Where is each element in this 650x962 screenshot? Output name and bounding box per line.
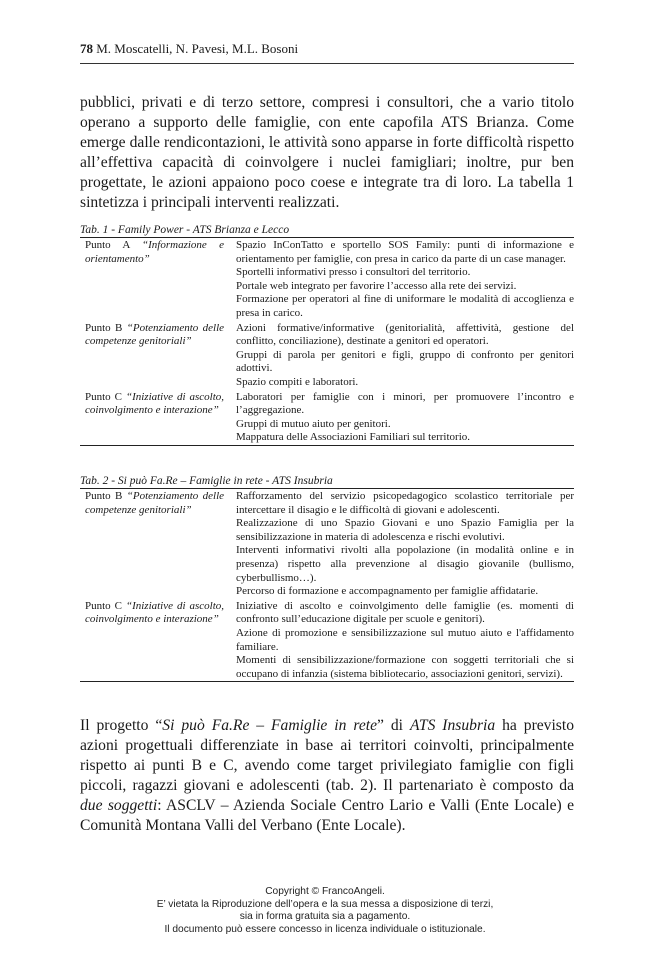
running-header: [80, 40, 574, 64]
table-1-caption: Tab. 1 - Family Power - ATS Brianza e Lecco: [80, 224, 290, 236]
table-item: Realizzazione di uno Spazio Giovani e uno Spazio Famiglia per la sensibilizzazione in materia di adolescenza e rischi evolutivi.: [236, 517, 574, 543]
table-item: Sportelli informativi presso i consultori del territorio.: [236, 266, 471, 279]
footer-line: E’ vietata la Riproduzione dell’opera e la sua messa a disposizione di terzi,: [156, 898, 494, 910]
table-2-caption: Tab. 2 - Si può Fa.Re – Famiglie in rete - ATS Insubria: [80, 475, 333, 487]
body-paragraph-1: pubblici, privati e di terzo settore, compresi i consultori, che a vario titolo operano a supporto delle famiglie, con ente capofila ATS Brianza. Come emerge dalle rendicontazioni, le attività sono apparse in forte difficoltà rispetto all’effettiva capacità di coinvolgere i nuclei famigliari; inoltre, pur ben progettate, le azioni appaiono poco coese e integrate tra di loro. La tabella 1 sintetizza i principali interventi realizzati.: [80, 94, 574, 211]
row-label: Punto B “Potenziamento delle competenze genitoriali”: [85, 490, 225, 516]
table-item: Iniziative di ascolto e coinvolgimento delle famiglie (es. momenti di confronto sull’educazione digitale per scuole e genitori).: [236, 599, 574, 626]
row-items: [230, 391, 574, 445]
footer-line: Copyright © FrancoAngeli.: [265, 886, 385, 897]
row-label: Punto B “Potenziamento delle competenze genitoriali”: [85, 321, 225, 348]
table-item: Laboratori per famiglie con i minori, per promuovere l’incontro e l’aggregazione.: [236, 390, 574, 417]
copyright-footer: [0, 886, 650, 936]
row-items: [230, 322, 574, 390]
table-item: Interventi informativi rivolti alla popolazione (in modalità online e in presenza) rispetto alla prevenzione al disagio giovanile (bullismo, cyberbullismo…).: [236, 544, 574, 584]
table-row: [80, 489, 574, 599]
table-row: [80, 321, 574, 390]
table-item: Rafforzamento del servizio psicopedagogico scolastico territoriale per intercettare il disagio e le difficoltà di giovani e adolescenti.: [236, 490, 574, 516]
body-paragraph-2: Il progetto “Si può Fa.Re – Famiglie in rete” di ATS Insubria ha previsto azioni progettuali differenziate in base ai territori coinvolti, principalmente rispetto ai punti B e C, avendo come target privilegiato famiglie con figli piccoli, ragazzi giovani e adolescenti (tab. 2). Il partenariato è composto da due soggetti: ASCLV – Azienda Sociale Centro Lario e Valli (Ente Locale) e Comunità Montana Valli del Verbano (Ente Locale).: [80, 717, 575, 834]
row-label: Punto A “Informazione e orientamento”: [85, 239, 225, 265]
table-row: [80, 238, 574, 321]
table-row: [80, 390, 574, 445]
row-items: [230, 239, 574, 321]
table-item: Spazio compiti e laboratori.: [236, 375, 359, 388]
row-label: Punto C “Iniziative di ascolto, coinvolgimento e interazione”: [85, 390, 225, 417]
table-item: Formazione per operatori al fine di uniformare le modalità di accoglienza e presa in carico.: [236, 293, 574, 319]
table-1: [80, 237, 574, 446]
row-items: [230, 600, 574, 682]
table-row: [80, 599, 574, 682]
table-item: Gruppi di mutuo aiuto per genitori.: [236, 417, 391, 430]
table-item: Percorso di formazione e accompagnamento per famiglie affidatarie.: [236, 585, 539, 598]
table-item: Azioni formative/informative (genitorialità, affettività, gestione del conflitto, conciliazione), destinate a genitori ed operatori.: [236, 321, 574, 348]
table-item: Mappatura delle Associazioni Familiari sul territorio.: [236, 431, 470, 444]
row-items: [230, 490, 574, 599]
table-item: Spazio InConTatto e sportello SOS Family: punti di informazione e orientamento per famiglie, con presa in carico da parte di un case manager.: [236, 239, 574, 265]
table-item: Azione di promozione e sensibilizzazione sul mutuo aiuto e l'affidamento familiare.: [236, 626, 574, 653]
table-item: Momenti di sensibilizzazione/formazione con soggetti territoriali che si occupano di infanzia (sistema bibliotecario, associazioni genitori, servizi).: [236, 654, 574, 680]
table-2: [80, 488, 574, 682]
footer-line: Il documento può essere concesso in licenza individuale o istituzionale.: [164, 923, 486, 935]
header-authors: M. Moscatelli, N. Pavesi, M.L. Bosoni: [96, 41, 299, 56]
row-label: Punto C “Iniziative di ascolto, coinvolgimento e interazione”: [85, 599, 225, 626]
footer-line: sia in forma gratuita sia a pagamento.: [239, 911, 411, 923]
table-item: Gruppi di parola per genitori e figli, gruppo di confronto per genitori adottivi.: [236, 348, 574, 375]
table-item: Portale web integrato per favorire l’accesso alla rete dei servizi.: [236, 279, 517, 292]
page-number: 78: [80, 41, 93, 56]
